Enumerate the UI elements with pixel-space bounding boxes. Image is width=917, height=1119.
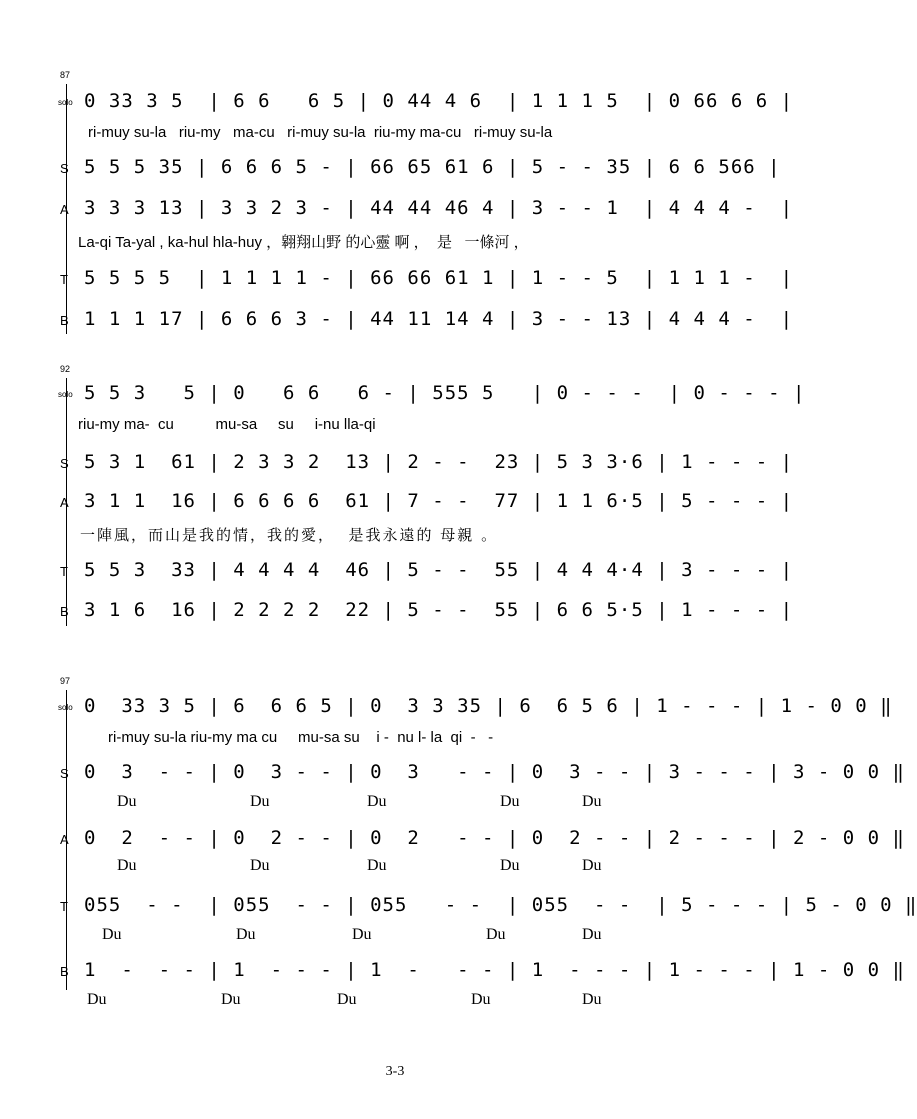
du-syllable: Du (250, 793, 270, 810)
notation-line: 0 33 3 5 | 6 6 6 5 | 0 44 4 6 | 1 1 1 5 | 0 66 6 6 | (84, 90, 794, 112)
du-syllable: Du (117, 793, 137, 810)
page-number: 3-3 (385, 1064, 405, 1079)
du-syllable: Du (221, 991, 241, 1008)
notation-line: 3 1 1 16 | 6 6 6 6 61 | 7 - - 77 | 1 1 6·5 | 5 - - - | (84, 490, 794, 512)
notation-line: 0 33 3 5 | 6 6 6 5 | 0 3 3 35 | 6 6 5 6 | 1 - - - | 1 - 0 0 ‖ (84, 695, 893, 717)
notation-line: 0 2 - - | 0 2 - - | 0 2 - - | 0 2 - - | 2 - - - | 2 - 0 0 ‖ (84, 827, 905, 849)
part-label: solo (58, 98, 73, 107)
part-label: A (60, 832, 69, 847)
part-label: S (60, 161, 69, 176)
du-syllable: Du (500, 857, 520, 874)
du-syllable: Du (367, 857, 387, 874)
notation-line: 5 5 5 5 | 1 1 1 1 - | 66 66 61 1 | 1 - - 5 | 1 1 1 - | (84, 267, 794, 289)
part-label: solo (58, 703, 73, 712)
du-syllable: Du (337, 991, 357, 1008)
alto-lyric: La-qi Ta-yal , ka-hul hla-huy ，翱翔山野 的心靈 啊 ， 是 一條河 ， (78, 234, 529, 251)
part-label: S (60, 766, 69, 781)
measure-number: 92 (60, 364, 71, 374)
notation-line: 1 - - - | 1 - - - | 1 - - - | 1 - - - | 1 - - - | 1 - 0 0 ‖ (84, 959, 905, 981)
part-label: A (60, 495, 69, 510)
du-syllable: Du (352, 926, 372, 943)
du-syllable: Du (367, 793, 387, 810)
notation-line: 5 5 3 33 | 4 4 4 4 46 | 5 - - 55 | 4 4 4·4 | 3 - - - | (84, 559, 794, 581)
du-syllable: Du (471, 991, 491, 1008)
part-label: T (60, 899, 68, 914)
du-syllable: Du (500, 793, 520, 810)
notation-line: 3 3 3 13 | 3 3 2 3 - | 44 44 46 4 | 3 - - 1 | 4 4 4 - | (84, 197, 794, 219)
part-label: A (60, 202, 69, 217)
measure-number: 87 (60, 70, 71, 80)
du-syllable: Du (117, 857, 137, 874)
du-syllable: Du (486, 926, 506, 943)
part-label: solo (58, 390, 73, 399)
part-label: S (60, 456, 69, 471)
solo-lyric: ri-muy su-la riu-my ma-cu ri-muy su-la riu-my ma-cu ri-muy su-la (88, 124, 553, 141)
du-syllable: Du (250, 857, 270, 874)
notation-line: 1 1 1 17 | 6 6 6 3 - | 44 11 14 4 | 3 - - 13 | 4 4 4 - | (84, 308, 794, 330)
measure-number: 97 (60, 676, 71, 686)
du-syllable: Du (582, 926, 602, 943)
alto-lyric: 一陣風，而山是我的情，我的愛， 是我永遠的 母親 。 (80, 526, 499, 544)
du-syllable: Du (87, 991, 107, 1008)
part-label: B (60, 313, 69, 328)
part-label: B (60, 604, 69, 619)
part-label: T (60, 564, 68, 579)
notation-line: 5 5 3 5 | 0 6 6 6 - | 555 5 | 0 - - - | 0 - - - | (84, 382, 806, 404)
du-syllable: Du (102, 926, 122, 943)
notation-line: 0 3 - - | 0 3 - - | 0 3 - - | 0 3 - - | 3 - - - | 3 - 0 0 ‖ (84, 761, 905, 783)
solo-lyric: ri-muy su-la riu-my ma cu mu-sa su i - nu l- la qi - - (108, 729, 494, 746)
notation-line: 055 - - | 055 - - | 055 - - | 055 - - | 5 - - - | 5 - 0 0 ‖ (84, 894, 917, 916)
notation-line: 5 3 1 61 | 2 3 3 2 13 | 2 - - 23 | 5 3 3·6 | 1 - - - | (84, 451, 794, 473)
notation-line: 3 1 6 16 | 2 2 2 2 22 | 5 - - 55 | 6 6 5·5 | 1 - - - | (84, 599, 794, 621)
du-syllable: Du (236, 926, 256, 943)
du-syllable: Du (582, 793, 602, 810)
du-syllable: Du (582, 991, 602, 1008)
du-syllable: Du (582, 857, 602, 874)
part-label: B (60, 964, 69, 979)
part-label: T (60, 272, 68, 287)
notation-line: 5 5 5 35 | 6 6 6 5 - | 66 65 61 6 | 5 - - 35 | 6 6 566 | (84, 156, 781, 178)
solo-lyric: riu-my ma- cu mu-sa su i-nu lla-qi (78, 416, 376, 433)
